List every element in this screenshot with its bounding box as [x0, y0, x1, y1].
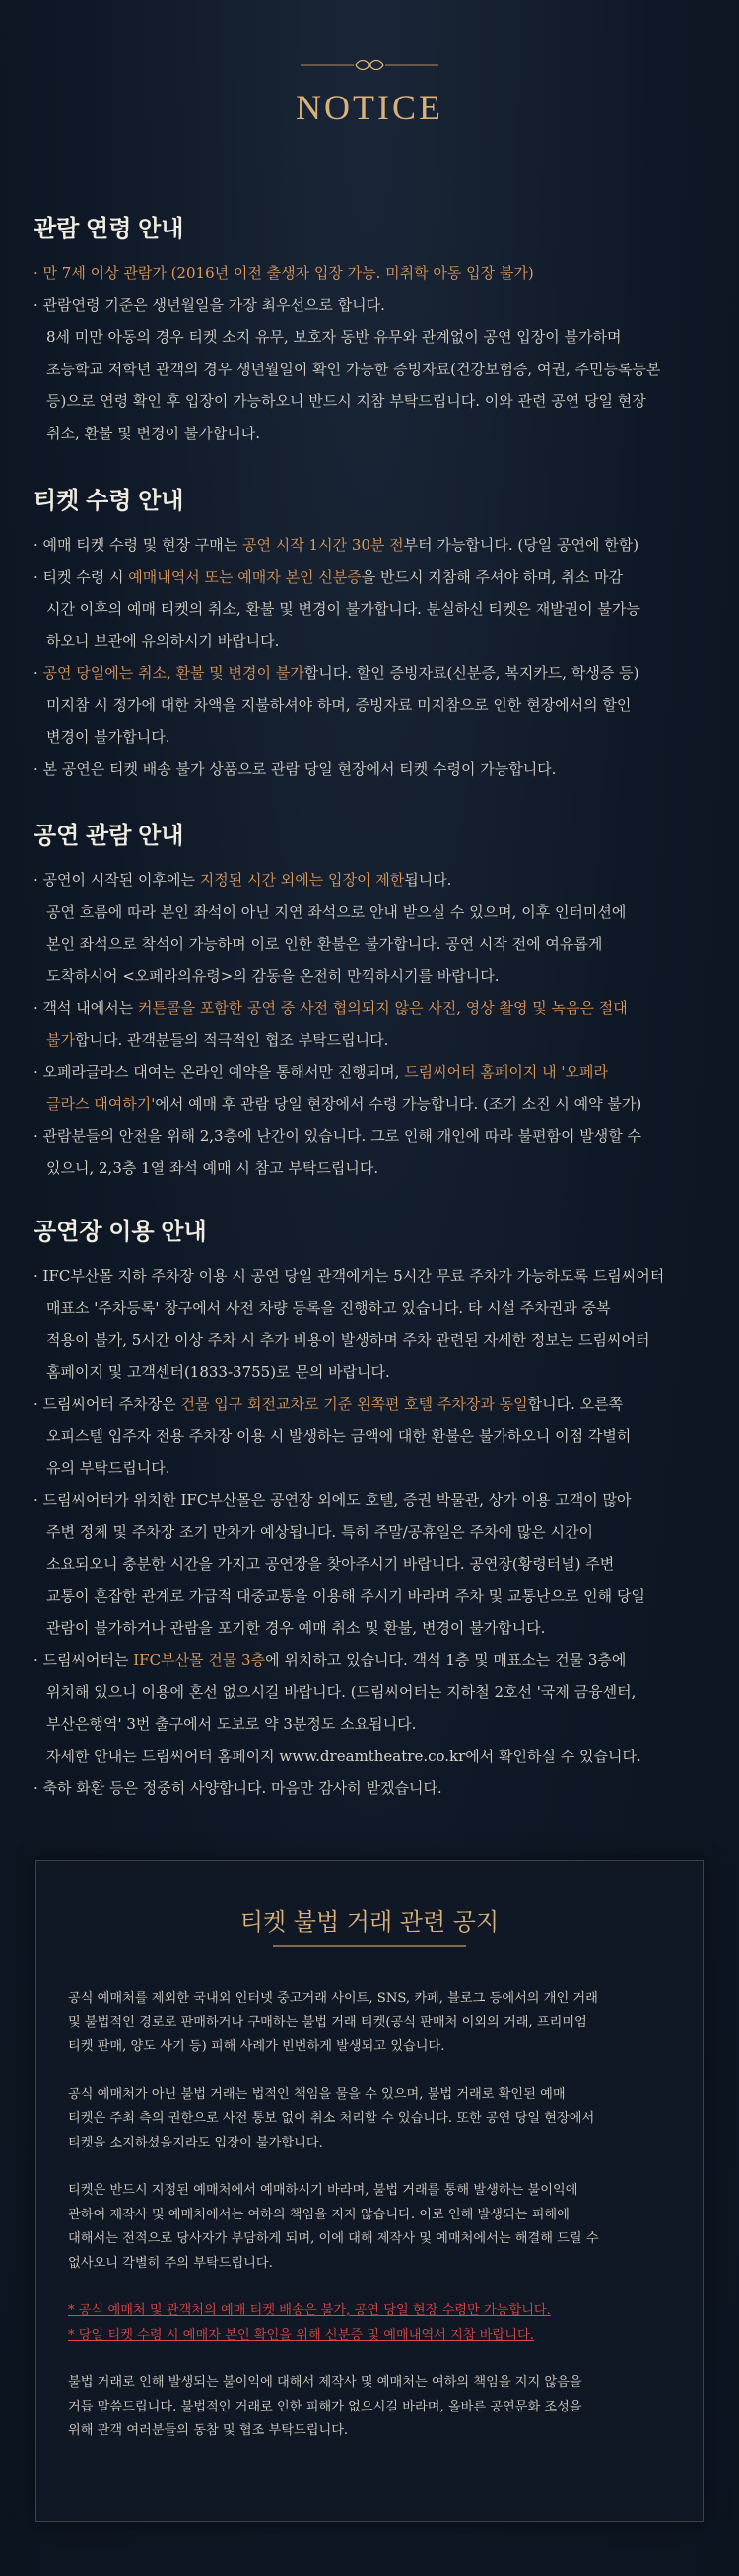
box-line: 대해서는 전적으로 당사자가 부담하게 되며, 이에 대해 제작사 및 예매처에서는 해결해 드릴 수 — [68, 2231, 599, 2246]
highlight-text: 지정된 시간 외에는 입장이 제한 — [199, 871, 405, 889]
text: · 티켓 수령 시 — [34, 567, 129, 586]
paragraph-gap — [68, 2060, 671, 2083]
box-line: 공식 예매처를 제외한 국내외 인터넷 중고거래 사이트, SNS, 카페, 블로그 등에서의 개인 거래 — [68, 1991, 598, 2006]
notice-line — [34, 1388, 713, 1420]
text: · 공연이 시작된 이후에는 — [34, 871, 200, 889]
box-line: 관하여 제작사 및 예매처에서는 여하의 책임을 지지 않습니다. 이로 인해 발생되는 피해에 — [68, 2207, 570, 2222]
notice-line: · 드림씨어터가 위치한 IFC부산몰은 공연장 외에도 호텔, 증권 박물관, 상가 이용 고객이 많아 — [34, 1490, 632, 1509]
notice-line: 있으니, 2,3층 1열 좌석 예매 시 참고 부탁드립니다. — [46, 1158, 379, 1177]
notice-line — [34, 992, 713, 1024]
notice-line: 위치해 있으니 이용에 혼선 없으시길 바랍니다. (드림씨어터는 지하철 2호선 '국제 금융센터, — [46, 1683, 637, 1701]
notice-line: 홈페이지 및 고객센터(1833-3755)로 문의 바랍니다. — [46, 1362, 390, 1381]
warning-line: * 공식 예매처 및 관객처의 예매 티켓 배송은 불가, 공연 당일 현장 수령만 가능합니다. — [68, 2303, 551, 2318]
notice-line: 8세 미만 아동의 경우 티켓 소지 유무, 보호자 동반 유무와 관계없이 공연 입장이 불가하며 — [46, 328, 622, 346]
box-line: 없사오니 각별히 주의 부탁드립니다. — [68, 2255, 273, 2271]
box-body — [68, 1987, 671, 2444]
notice-line: 초등학교 저학년 관객의 경우 생년월일이 확인 가능한 증빙자료(건강보험증, 여권, 주민등록등본 — [46, 360, 661, 378]
notice-line — [34, 657, 713, 690]
box-line: 및 불법적인 경로로 판매하거나 구매하는 불법 거래 티켓(공식 판매처 이외의 거래, 프리미엄 — [68, 2015, 587, 2030]
text: 합니다. 오른쪽 — [527, 1395, 624, 1413]
notice-line: 변경이 불가합니다. — [46, 728, 170, 746]
notice-line: 취소, 환불 및 변경이 불가합니다. — [46, 424, 260, 442]
text: · 객석 내에서는 — [34, 999, 139, 1017]
text: · 드림씨어터는 — [34, 1651, 134, 1669]
notice-line: 등)으로 연령 확인 후 입장이 가능하오니 반드시 지참 부탁드립니다. 이와 관련 공연 당일 현장 — [46, 392, 646, 410]
notice-line: · 축하 화환 등은 정중히 사양합니다. 마음만 감사히 받겠습니다. — [34, 1779, 442, 1797]
notice-line: 본인 좌석으로 착석이 가능하며 이로 인한 환불은 불가합니다. 공연 시작 전에 여유롭게 — [46, 935, 603, 953]
header — [0, 57, 739, 128]
box-line: 위해 관객 여러분들의 동참 및 협조 부탁드립니다. — [68, 2423, 349, 2438]
notice-line — [34, 1644, 713, 1677]
text: · 드림씨어터 주차장은 — [34, 1395, 181, 1413]
notice-line: 관람이 불가하거나 관람을 포기한 경우 예매 취소 및 환불, 변경이 불가합니다. — [46, 1618, 546, 1637]
box-line: 티켓 판매, 양도 사기 등) 피해 사례가 빈번하게 발생되고 있습니다. — [68, 2039, 445, 2054]
section-viewing — [34, 816, 713, 1184]
notice-line: 주변 정체 및 주차장 조기 만차가 예상됩니다. 특히 주말/공휴일은 주차에 많은 시간이 — [46, 1523, 593, 1541]
notice-line — [34, 864, 713, 896]
notice-line: · 만 7세 이상 관람가 (2016년 이전 출생자 입장 가능. 미취학 아동 입장 불가) — [34, 264, 534, 282]
notice-line: · IFC부산몰 지하 주차장 이용 시 공연 당일 관객에게는 5시간 무료 주차가 가능하도록 드림씨어터 — [34, 1267, 665, 1285]
highlight-text: 불가 — [46, 1030, 75, 1049]
paragraph-gap — [68, 2276, 671, 2299]
highlight-text: 커튼콜을 포함한 공연 중 사전 협의되지 않은 사진, 영상 촬영 및 녹음은 절대 — [138, 999, 628, 1017]
paragraph-gap — [68, 2347, 671, 2371]
box-line: 티켓은 반드시 지정된 예매처에서 예매하시기 바라며, 불법 거래를 통해 발생하는 불이익에 — [68, 2183, 578, 2198]
text: · — [34, 664, 43, 682]
ornament-divider-icon — [301, 57, 438, 73]
notice-line: 교통이 혼잡한 관계로 가급적 대중교통을 이용해 주시기 바라며 주차 및 교통난으로 인해 당일 — [46, 1587, 645, 1605]
text: 됩니다. — [404, 871, 452, 889]
section-title: 관람 연령 안내 — [34, 216, 184, 242]
section-title: 공연 관람 안내 — [34, 823, 184, 849]
text: 합니다. 관객분들의 적극적인 협조 부탁드립니다. — [74, 1030, 389, 1049]
notice-line: · 본 공연은 티켓 배송 불가 상품으로 관람 당일 현장에서 티켓 수령이 가능합니다. — [34, 760, 557, 778]
page-title: NOTICE — [296, 88, 443, 127]
title-underline — [273, 1945, 466, 1947]
notice-line — [34, 1056, 713, 1089]
highlight-text: 공연 시작 1시간 30분 전 — [242, 536, 404, 554]
notice-line: · 관람연령 기준은 생년월일을 가장 최우선으로 합니다. — [34, 296, 385, 314]
box-line: 거듭 말씀드립니다. 불법적인 거래로 인한 피해가 없으시길 바라며, 올바른 공연문화 조성을 — [68, 2399, 582, 2414]
text: 부터 가능합니다. (당일 공연에 한함) — [403, 536, 639, 554]
notice-line: · 관람분들의 안전을 위해 2,3층에 난간이 있습니다. 그로 인해 개인에 따라 불편함이 발생할 수 — [34, 1127, 642, 1145]
box-title: 티켓 불법 거래 관련 공지 — [239, 1908, 500, 1936]
highlight-text: IFC부산몰 건물 3층 — [133, 1651, 266, 1669]
section-venue — [34, 1212, 713, 1805]
notice-line: 오피스텔 입주자 전용 주차장 이용 시 발생하는 금액에 대한 환불은 불가하오니 이점 각별히 — [46, 1426, 632, 1445]
notice-line: 시간 이후의 예매 티켓의 취소, 환불 및 변경이 불가합니다. 분실하신 티켓은 재발권이 불가능 — [46, 600, 640, 618]
highlight-text: 드림씨어터 홈페이지 내 '오페라 — [404, 1063, 608, 1081]
notice-line: 부산은행역' 3번 출구에서 도보로 약 3분정도 소요됩니다. — [46, 1715, 417, 1733]
notice-line: 소요되오니 충분한 시간을 가지고 공연장을 찾아주시기 바랍니다. 공연장(황령터널) 주변 — [46, 1554, 615, 1573]
box-line: 티켓을 소지하셨을지라도 입장이 불가합니다. — [68, 2135, 323, 2150]
text: 에서 예매 후 관람 당일 현장에서 수령 가능합니다. (조기 소진 시 예약 불가) — [155, 1094, 642, 1113]
notice-line: 유의 부탁드립니다. — [46, 1459, 170, 1477]
illegal-trade-notice-box — [35, 1860, 704, 2522]
section-title: 공연장 이용 안내 — [34, 1219, 207, 1245]
section-title: 티켓 수령 안내 — [34, 488, 184, 514]
section-ticket — [34, 481, 713, 785]
notice-line: 하오니 보관에 유의하시기 바랍니다. — [46, 631, 280, 650]
notice-line: 공연 흐름에 따라 본인 좌석이 아닌 지연 좌석으로 안내 받으실 수 있으며, 이후 인터미션에 — [46, 902, 627, 921]
notice-line: 미지참 시 정가에 대한 차액을 지불하셔야 하며, 증빙자료 미지참으로 인한 현장에서의 할인 — [46, 695, 632, 714]
notice-line — [34, 561, 713, 594]
text: 합니다. 할인 증빙자료(신분증, 복지카드, 학생증 등) — [303, 664, 639, 682]
text: · 예매 티켓 수령 및 현장 구매는 — [34, 536, 243, 554]
notice-line — [34, 529, 713, 561]
notice-line: 적용이 불가, 5시간 이상 주차 시 추가 비용이 발생하며 주차 관련된 자세한 정보는 드림씨어터 — [46, 1331, 650, 1349]
notice-line: 자세한 안내는 드림씨어터 홈페이지 www.dreamtheatre.co.kr에서 확인하실 수 있습니다. — [46, 1747, 641, 1765]
paragraph-gap — [68, 2155, 671, 2179]
box-line: 불법 거래로 인해 발생되는 불이익에 대해서 제작사 및 예매처는 여하의 책임을 지지 않음을 — [68, 2375, 582, 2390]
section-age — [34, 209, 713, 449]
notice-line: 도착하시어 <오페라의유령>의 감동을 온전히 만끽하시기를 바랍니다. — [46, 966, 500, 985]
notice-line: 매표소 '주차등록' 창구에서 사전 차량 등록을 진행하고 있습니다. 타 시설 주차권과 중복 — [46, 1298, 611, 1317]
highlight-text: 공연 당일에는 취소, 환불 및 변경이 불가 — [42, 664, 304, 682]
text: 을 반드시 지참해 주셔야 하며, 취소 마감 — [361, 567, 623, 586]
box-line: 티켓은 주최 측의 권한으로 사전 통보 없이 취소 처리할 수 있습니다. 또한 공연 당일 현장에서 — [68, 2111, 595, 2126]
text: · 오페라글라스 대여는 온라인 예약을 통해서만 진행되며, — [34, 1063, 405, 1081]
highlight-text: 글라스 대여하기' — [46, 1094, 156, 1113]
warning-line: * 당일 티켓 수령 시 예매자 본인 확인을 위해 신분증 및 예매내역서 지참 바랍니다. — [68, 2327, 534, 2343]
box-line: 공식 예매처가 아닌 불법 거래는 법적인 책임을 물을 수 있으며, 불법 거래로 확인된 예매 — [68, 2086, 566, 2102]
notice-line — [34, 1024, 713, 1057]
highlight-text: 예매내역서 또는 예매자 본인 신분증 — [128, 567, 362, 586]
notice-line — [34, 1089, 713, 1121]
text: 에 위치하고 있습니다. 객석 1층 및 매표소는 건물 3층에 — [265, 1651, 627, 1669]
highlight-text: 건물 입구 회전교차로 기준 왼쪽편 호텔 주차장과 동일 — [180, 1395, 528, 1413]
